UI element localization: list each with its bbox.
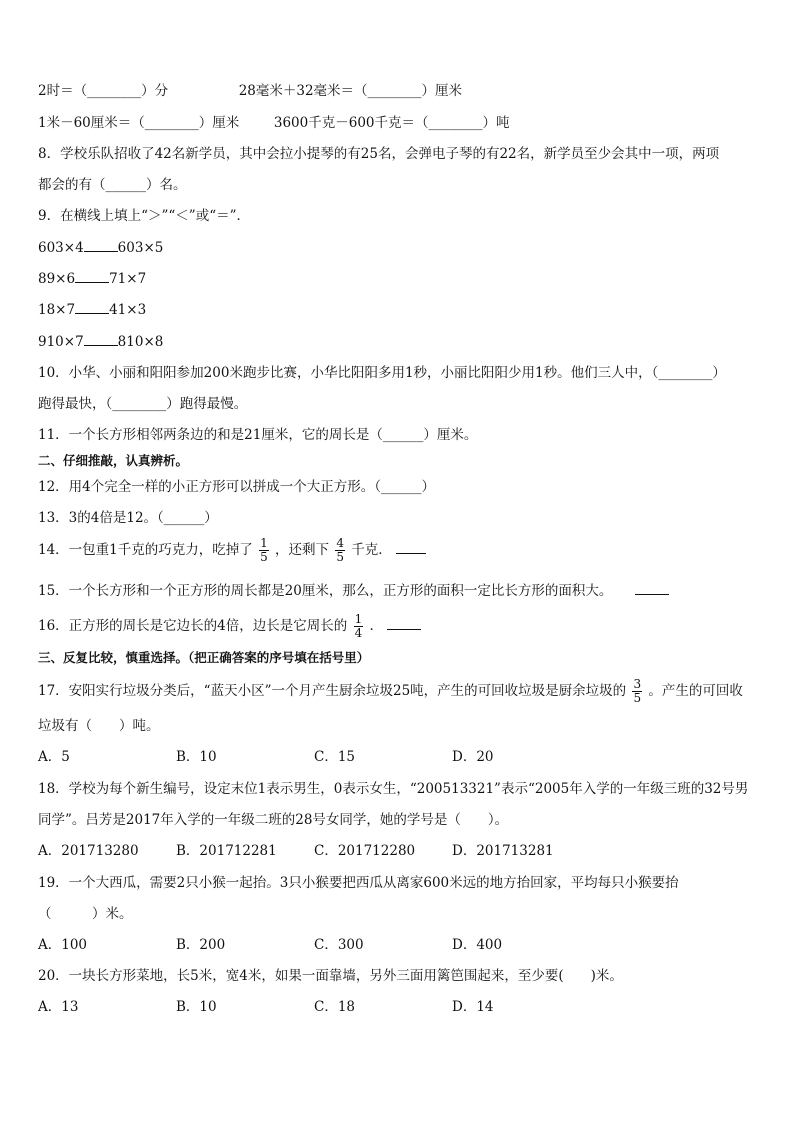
- question-text: 1米－60厘米＝（________）厘米: [38, 115, 240, 131]
- question-text: 17．安阳实行垃圾分类后，“蓝天小区”一个月产生厨余垃圾25吨，产生的可回收垃圾是厨余垃圾的: [38, 683, 627, 699]
- compare-row: [38, 301, 146, 319]
- question-18-line-1: 18．学校为每个新生编号，设定末位1表示男生，0表示女生，“200513321”表示“2005年入学的一年级三班的32号男: [38, 781, 749, 797]
- denominator: 5: [260, 550, 268, 564]
- option-b[interactable]: B．200: [176, 937, 226, 953]
- compare-left: 89×6: [38, 271, 76, 287]
- option-a[interactable]: A．5: [38, 749, 70, 765]
- section-2-heading: 二、仔细推敲，认真辨析。: [38, 453, 189, 468]
- compare-right: 810×8: [117, 334, 164, 350]
- option-a[interactable]: A．201713280: [38, 843, 139, 859]
- answer-blank[interactable]: [387, 617, 421, 630]
- fraction: [259, 537, 269, 564]
- question-9: 9．在横线上填上“＞”“＜”或“＝”．: [38, 208, 250, 224]
- question-10-line-2: 跑得最快，（________）跑得最慢。: [38, 396, 248, 412]
- question-17-line-1: [38, 677, 743, 705]
- option-b[interactable]: B．10: [176, 749, 217, 765]
- question-15: [38, 582, 669, 600]
- fraction: [632, 678, 642, 705]
- question-text: ，还剩下: [275, 542, 330, 558]
- question-17-line-2: 垃圾有（ ）吨。: [38, 718, 160, 734]
- question-12: 12．用4个完全一样的小正方形可以拼成一个大正方形。（______）: [38, 479, 436, 495]
- section-3-heading: 三、反复比较，慎重选择。（把正确答案的序号填在括号里）: [38, 650, 370, 665]
- compare-right: 41×3: [109, 302, 147, 318]
- question-text: 千克．: [351, 542, 392, 558]
- option-a[interactable]: A．100: [38, 937, 88, 953]
- question-text: 28毫米＋32毫米＝（________）厘米: [238, 83, 463, 99]
- option-d[interactable]: D．20: [452, 749, 494, 765]
- option-c[interactable]: C．300: [314, 937, 364, 953]
- fill-row-2: [38, 114, 510, 132]
- question-8-line-1: 8．学校乐队招收了42名新学员，其中会拉小提琴的有25名，会弹电子琴的有22名，新学员至少会其中一项，两项: [38, 146, 720, 162]
- question-18-options: [38, 842, 590, 860]
- option-c[interactable]: C．201712280: [314, 843, 416, 859]
- answer-blank[interactable]: [75, 270, 109, 283]
- question-19-line-2: （ ）米。: [38, 906, 133, 922]
- question-text: 2时＝（________）分: [38, 83, 169, 99]
- question-13: 13．3的4倍是12。（______）: [38, 510, 218, 526]
- option-c[interactable]: C．15: [314, 749, 356, 765]
- question-text: 15．一个长方形和一个正方形的周长都是20厘米，那么，正方形的面积一定比长方形的面积大。: [38, 583, 613, 599]
- question-16: [38, 612, 421, 640]
- compare-row: [38, 333, 163, 351]
- question-10-line-1: 10．小华、小丽和阳阳参加200米跑步比赛，小华比阳阳多用1秒，小丽比阳阳少用1秒。他们三人中，（________）: [38, 365, 726, 381]
- question-20: 20．一块长方形菜地，长5米，宽4米，如果一面靠墙，另外三面用篱笆围起来，至少要( )米。: [38, 968, 623, 984]
- question-text: 3600千克－600千克＝（________）吨: [273, 115, 510, 131]
- question-text: 16．正方形的周长是它边长的4倍，边长是它周长的: [38, 618, 348, 634]
- fraction: [354, 613, 364, 640]
- answer-blank[interactable]: [396, 541, 426, 554]
- question-text: 14．一包重1千克的巧克力，吃掉了: [38, 542, 253, 558]
- compare-row: [38, 239, 163, 257]
- question-20-options: [38, 998, 590, 1016]
- answer-blank[interactable]: [84, 239, 118, 252]
- numerator: 1: [354, 612, 363, 626]
- question-17-options: [38, 748, 590, 766]
- question-8-line-2: 都会的有（______）名。: [38, 177, 187, 193]
- fraction: [335, 537, 345, 564]
- numerator: 1: [260, 536, 268, 550]
- numerator: 4: [336, 536, 344, 550]
- question-14: [38, 536, 426, 564]
- option-d[interactable]: D．14: [452, 999, 494, 1015]
- question-19-options: [38, 936, 590, 954]
- option-d[interactable]: D．400: [452, 937, 503, 953]
- question-text: 。产生的可回收: [648, 683, 743, 699]
- fill-row-1: [38, 82, 462, 100]
- compare-right: 603×5: [117, 240, 164, 256]
- compare-row: [38, 270, 146, 288]
- option-b[interactable]: B．10: [176, 999, 217, 1015]
- option-b[interactable]: B．201712281: [176, 843, 277, 859]
- option-a[interactable]: A．13: [38, 999, 79, 1015]
- numerator: 3: [633, 677, 642, 691]
- compare-right: 71×7: [109, 271, 147, 287]
- compare-left: 603×4: [38, 240, 84, 256]
- option-d[interactable]: D．201713281: [452, 843, 554, 859]
- option-c[interactable]: C．18: [314, 999, 356, 1015]
- answer-blank[interactable]: [84, 333, 118, 346]
- question-text: ．: [369, 618, 384, 634]
- question-19-line-1: 19．一个大西瓜，需要2只小猴一起抬。3只小猴要把西瓜从离家600米远的地方抬回家，平均每只小猴要抬: [38, 875, 679, 891]
- denominator: 5: [633, 691, 642, 705]
- denominator: 4: [354, 626, 363, 640]
- denominator: 5: [336, 550, 344, 564]
- compare-left: 910×7: [38, 334, 84, 350]
- question-11: 11．一个长方形相邻两条边的和是21厘米，它的周长是（______）厘米。: [38, 427, 478, 443]
- answer-blank[interactable]: [75, 301, 109, 314]
- question-18-line-2: 同学”。吕芳是2017年入学的一年级二班的28号女同学，她的学号是（ ）。: [38, 812, 509, 828]
- compare-left: 18×7: [38, 302, 76, 318]
- answer-blank[interactable]: [635, 582, 669, 595]
